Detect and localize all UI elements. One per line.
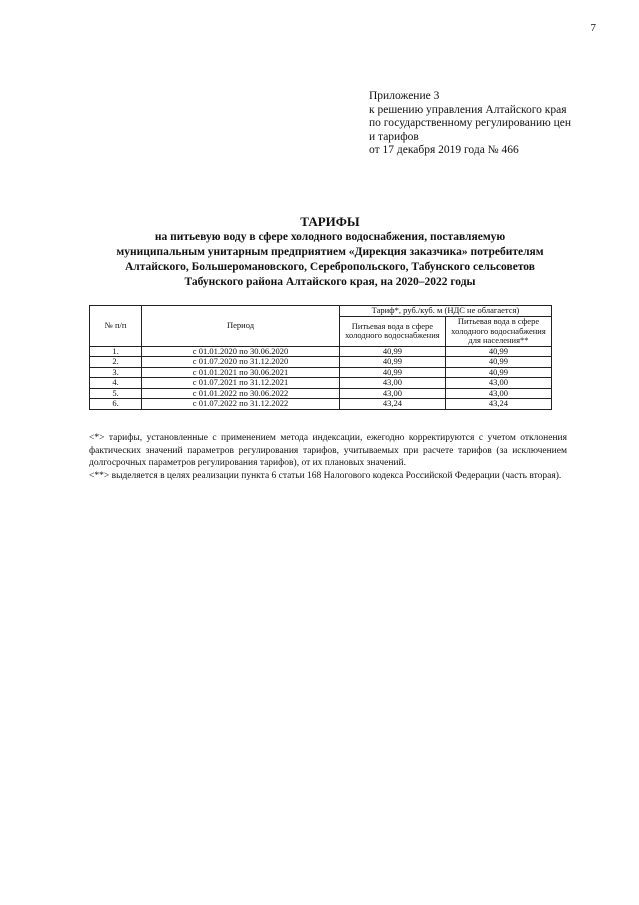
table-row: [90, 367, 552, 378]
page-number: 7: [590, 22, 596, 34]
row-value-a: 43,00: [339, 378, 445, 389]
row-value-a: 43,00: [339, 388, 445, 399]
title-line: на питьевую воду в сфере холодного водоснабжения, поставляемую: [154, 231, 506, 243]
row-period: с 01.01.2021 по 30.06.2021: [142, 367, 340, 378]
footnotes: [89, 432, 567, 482]
row-num: 1.: [90, 346, 142, 357]
header-num: № п/п: [90, 306, 142, 347]
row-value-a: 43,24: [339, 399, 445, 410]
row-period: с 01.07.2020 по 31.12.2020: [142, 357, 340, 368]
table-row: [90, 399, 552, 410]
title-line: Табунского района Алтайского края, на 2020–2022 годы: [184, 276, 476, 288]
header-period: Период: [142, 306, 340, 347]
footnote-2: <**> выделяется в целях реализации пункта 6 статьи 168 Налогового кодекса Российской Федерации (часть вторая).: [89, 470, 562, 481]
row-value-b: 43,24: [445, 399, 551, 410]
tariff-table: [89, 305, 552, 410]
header-tariff-group: Тариф*, руб./куб. м (НДС не облагается): [339, 306, 551, 317]
title-main: ТАРИФЫ: [300, 214, 360, 229]
footnote-1: <*> тарифы, установленные с применением метода индексации, ежегодно корректируются с учетом отклонения фактических значений параметров регулирования тарифов, учитываемых при расчете тарифов (за исключением долгосрочных параметров регулирования тарифов), от их плановых значений.: [89, 433, 567, 468]
row-value-a: 40,99: [339, 357, 445, 368]
appendix-line: Приложение 3: [369, 90, 440, 102]
row-value-b: 40,99: [445, 367, 551, 378]
appendix-block: [369, 90, 609, 158]
document-title: [60, 213, 600, 290]
row-value-b: 43,00: [445, 378, 551, 389]
row-num: 3.: [90, 367, 142, 378]
appendix-line: к решению управления Алтайского края: [369, 103, 567, 116]
row-num: 4.: [90, 378, 142, 389]
appendix-line: от 17 декабря 2019 года № 466: [369, 144, 519, 156]
row-period: с 01.01.2020 по 30.06.2020: [142, 346, 340, 357]
appendix-line: и тарифов: [369, 130, 419, 143]
row-value-b: 43,00: [445, 388, 551, 399]
header-col-b: Питьевая вода в сфере холодного водоснабжения для населения**: [445, 317, 551, 347]
table-row: [90, 346, 552, 357]
table-row: [90, 357, 552, 368]
row-value-b: 40,99: [445, 346, 551, 357]
appendix-line: по государственному регулированию цен: [369, 117, 572, 129]
row-value-b: 40,99: [445, 357, 551, 368]
header-col-a: Питьевая вода в сфере холодного водоснабжения: [339, 317, 445, 347]
row-num: 5.: [90, 388, 142, 399]
row-period: с 01.07.2021 по 31.12.2021: [142, 378, 340, 389]
table-row: [90, 378, 552, 389]
row-period: с 01.07.2022 по 31.12.2022: [142, 399, 340, 410]
row-value-a: 40,99: [339, 367, 445, 378]
table-row: [90, 388, 552, 399]
row-num: 6.: [90, 399, 142, 410]
title-line: муниципальным унитарным предприятием «Дирекция заказчика» потребителям: [116, 246, 544, 258]
row-value-a: 40,99: [339, 346, 445, 357]
row-num: 2.: [90, 357, 142, 368]
row-period: с 01.01.2022 по 30.06.2022: [142, 388, 340, 399]
title-line: Алтайского, Большеромановского, Серебропольского, Табунского сельсоветов: [125, 261, 535, 273]
